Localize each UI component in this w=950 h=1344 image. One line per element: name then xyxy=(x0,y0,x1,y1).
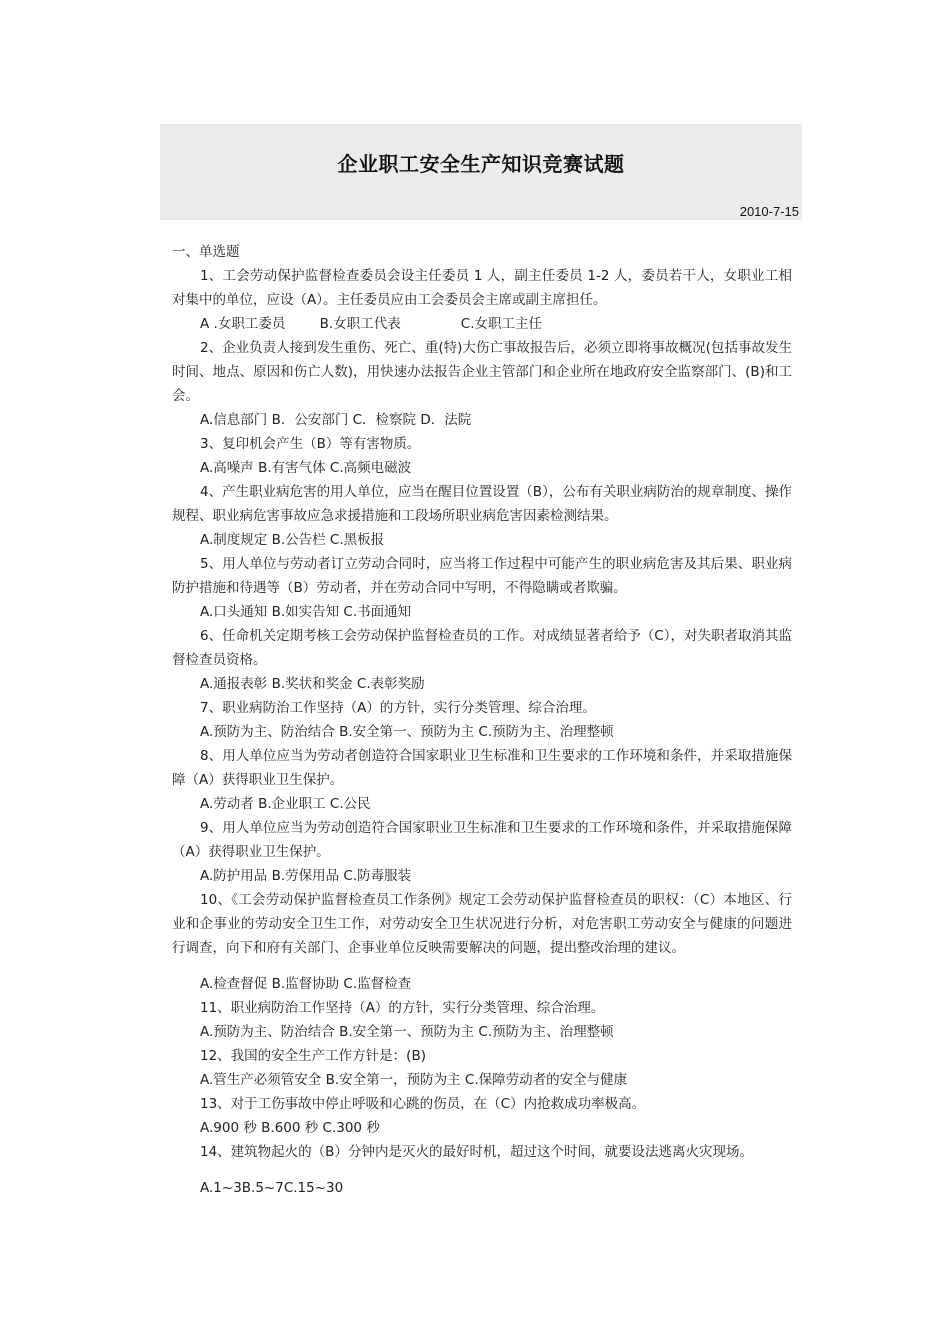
question-text: 8、用人单位应当为劳动者创造符合国家职业卫生标准和卫生要求的工作环境和条件，并采取措施保障（A）获得职业卫生保护。 xyxy=(172,748,792,788)
question-text: 2、企业负责人接到发生重伤、死亡、重(特)大伤亡事故报告后，必须立即将事故概况(包括事故发生时间、地点、原因和伤亡人数)，用快速办法报告企业主管部门和企业所在地政府安全监察部门、(B)和工会。 xyxy=(172,340,792,404)
question-text: 12、我国的安全生产工作方针是：(B) xyxy=(200,1048,426,1064)
answer-options: A.900 秒 B.600 秒 C.300 秒 xyxy=(200,1120,380,1136)
title-banner xyxy=(160,124,802,220)
answer-options: A.高噪声 B.有害气体 C.高频电磁波 xyxy=(200,460,412,476)
answer-options: A.制度规定 B.公告栏 C.黑板报 xyxy=(200,532,385,548)
section-heading: 一、单选题 xyxy=(172,244,240,260)
answer-options: A.检查督促 B.监督协助 C.监督检查 xyxy=(200,976,412,992)
questions-container xyxy=(172,264,792,1200)
document-title: 企业职工安全生产知识竞赛试题 xyxy=(337,152,625,176)
document-date: 2010-7-15 xyxy=(739,204,799,219)
answer-options: A.管生产必须管安全 B.安全第一，预防为主 C.保障劳动者的安全与健康 xyxy=(200,1072,628,1088)
question-text: 9、用人单位应当为劳动创造符合国家职业卫生标准和卫生要求的工作环境和条件，并采取措施保障（A）获得职业卫生保护。 xyxy=(172,820,792,860)
answer-options: A.口头通知 B.如实告知 C.书面通知 xyxy=(200,604,412,620)
question-text: 3、复印机会产生（B）等有害物质。 xyxy=(200,436,421,452)
answer-options: A.防护用品 B.劳保用品 C.防毒服装 xyxy=(200,868,412,884)
question-text: 10、《工会劳动保护监督检查员工作条例》规定工会劳动保护监督检查员的职权：（C）本地区、行业和企事业的劳动安全卫生工作，对劳动安全卫生状况进行分析，对危害职工劳动安全与健康的问题进行调查，向下和府有关部门、企事业单位反映需要解决的问题，提出整改治理的建议。 xyxy=(172,892,792,956)
question-text: 11、职业病防治工作坚持（A）的方针，实行分类管理、综合治理。 xyxy=(200,1000,605,1016)
answer-options: A.劳动者 B.企业职工 C.公民 xyxy=(200,796,371,812)
question-text: 13、对于工伤事故中停止呼吸和心跳的伤员，在（C）内抢救成功率极高。 xyxy=(200,1096,646,1112)
answer-options: A.通报表彰 B.奖状和奖金 C.表彰奖励 xyxy=(200,676,425,692)
spacer xyxy=(172,1164,792,1176)
question-text: 14、建筑物起火的（B）分钟内是灭火的最好时机，超过这个时间，就要设法逃离火灾现场。 xyxy=(200,1144,753,1160)
answer-options: A .女职工委员 B.女职工代表 C.女职工主任 xyxy=(200,316,542,332)
spacer xyxy=(172,960,792,972)
question-text: 4、产生职业病危害的用人单位，应当在醒目位置设置（B），公布有关职业病防治的规章制度、操作规程、职业病危害事故应急求援措施和工段场所职业病危害因素检测结果。 xyxy=(172,484,792,524)
question-text: 5、用人单位与劳动者订立劳动合同时，应当将工作过程中可能产生的职业病危害及其后果、职业病防护措施和待遇等（B）劳动者，并在劳动合同中写明，不得隐瞒或者欺骗。 xyxy=(172,556,792,596)
answer-options: A.1~3B.5~7C.15~30 xyxy=(200,1180,344,1196)
answer-options: A.预防为主、防治结合 B.安全第一、预防为主 C.预防为主、治理整顿 xyxy=(200,1024,614,1040)
question-text: 6、任命机关定期考核工会劳动保护监督检查员的工作。对成绩显著者给予（C），对失职者取消其监督检查员资格。 xyxy=(172,628,792,668)
answer-options: A.预防为主、防治结合 B.安全第一、预防为主 C.预防为主、治理整顿 xyxy=(200,724,614,740)
answer-options: A.信息部门 B．公安部门 C．检察院 D．法院 xyxy=(200,412,472,428)
question-text: 1、工会劳动保护监督检查委员会设主任委员 1 人，副主任委员 1-2 人，委员若干人，女职业工相对集中的单位，应设（A）。主任委员应由工会委员会主席或副主席担任。 xyxy=(172,268,792,308)
question-text: 7、职业病防治工作坚持（A）的方针，实行分类管理、综合治理。 xyxy=(200,700,596,716)
question-list xyxy=(172,240,792,1200)
